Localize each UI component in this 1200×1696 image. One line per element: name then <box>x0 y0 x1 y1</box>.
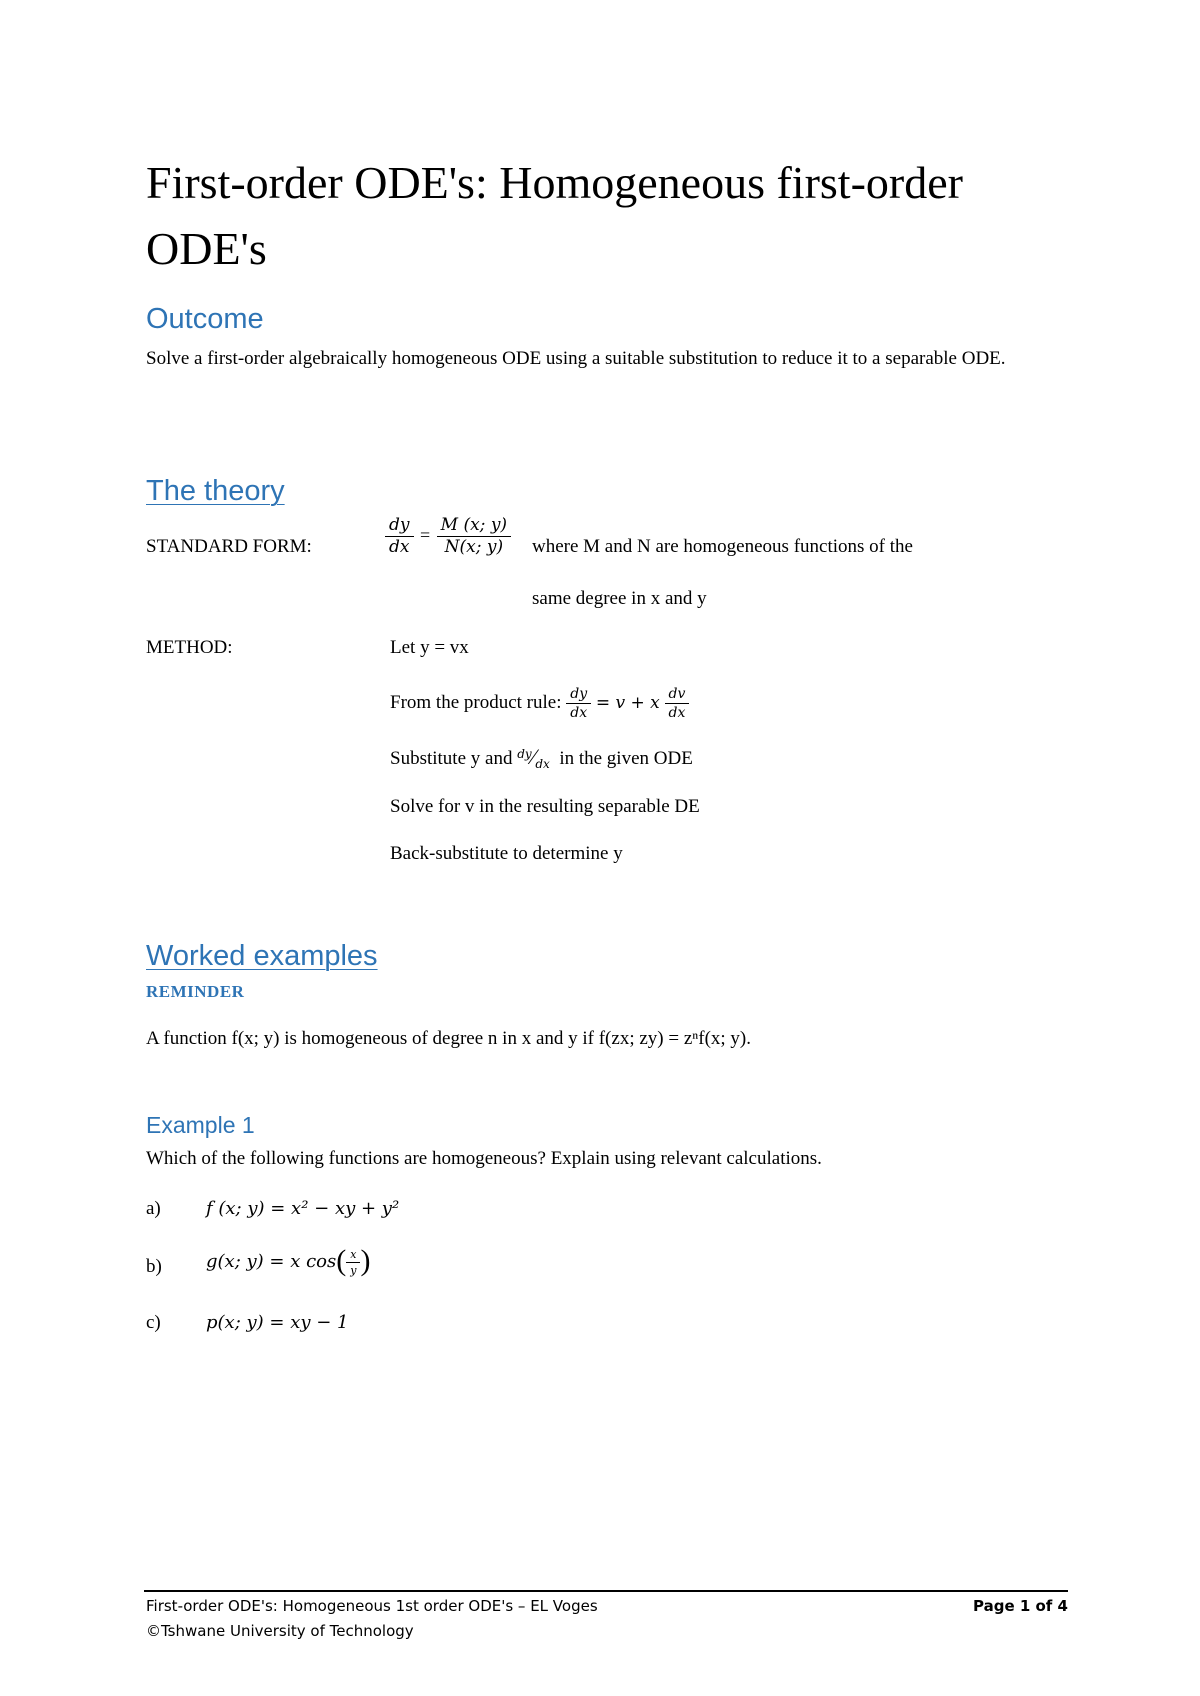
theory-heading: The theory <box>146 475 285 507</box>
footer-left: First-order ODE's: Homogeneous 1st order ODE's – EL Voges <box>146 1597 598 1615</box>
page-title: First-order ODE's: Homogeneous first-order ODE's <box>146 157 963 274</box>
example-1-heading: Example 1 <box>146 1112 255 1138</box>
item-b-label: b) <box>146 1256 162 1277</box>
method-step-4: Solve for v in the resulting separable DE <box>390 796 700 817</box>
item-c-expression: p(x; y) = xy − 1 <box>206 1312 349 1333</box>
fraction-dv-dx-small: $\frac{dv}{dx}$ <box>665 685 690 722</box>
standard-form-note: where M and N are homogeneous functions of the <box>532 536 913 557</box>
item-a-expression: f (x; y) = x² − xy + y² <box>206 1198 400 1219</box>
reminder-label: REMINDER <box>146 982 245 1001</box>
fraction-dy-dx: $\frac{dy}{dx}$ <box>385 515 414 558</box>
example-1-question: Which of the following functions are homogeneous? Explain using relevant calculations. <box>146 1148 822 1169</box>
method-label: METHOD: <box>146 637 233 658</box>
item-c-label: c) <box>146 1312 161 1333</box>
worked-examples-heading: Worked examples <box>146 940 378 972</box>
fraction-m-over-n: $\frac{M (x; y)}{N(x; y)}$ <box>437 515 511 558</box>
reminder-text: A function f(x; y) is homogeneous of degree n in x and y if f(zx; zy) = zⁿf(x; y). <box>146 1028 752 1049</box>
footer-rule <box>144 1590 1068 1592</box>
method-step-2: From the product rule: $\frac{dy}{dx}$ = v + x $\frac{dv}{dx}$ <box>390 685 689 722</box>
standard-form-note-2: same degree in x and y <box>532 588 707 609</box>
standard-form-label: STANDARD FORM: <box>146 536 312 557</box>
item-b-expression: g(x; y) = x cos( $\frac{x}{y}$ ) <box>206 1244 371 1278</box>
method-step-3: Substitute y and $^{dy}⁄_{dx}$ in the given ODE <box>390 744 693 771</box>
fraction-x-over-y: $\frac{x}{y}$ <box>346 1247 360 1278</box>
item-a-label: a) <box>146 1198 161 1219</box>
method-step-1: Let y = vx <box>390 637 469 658</box>
standard-form-equation: $\frac{dy}{dx}$ = $\frac{M (x; y)}{N(x; y)}$ <box>385 515 511 558</box>
footer-page-number: Page 1 of 4 <box>973 1597 1068 1615</box>
outcome-heading: Outcome <box>146 303 264 335</box>
fraction-dy-dx-small: $\frac{dy}{dx}$ <box>566 685 591 722</box>
outcome-text: Solve a first-order algebraically homogeneous ODE using a suitable substitution to reduce it to a separable ODE. <box>146 348 1006 369</box>
footer-copyright: ©Tshwane University of Technology <box>146 1622 414 1640</box>
method-step-5: Back-substitute to determine y <box>390 843 623 864</box>
